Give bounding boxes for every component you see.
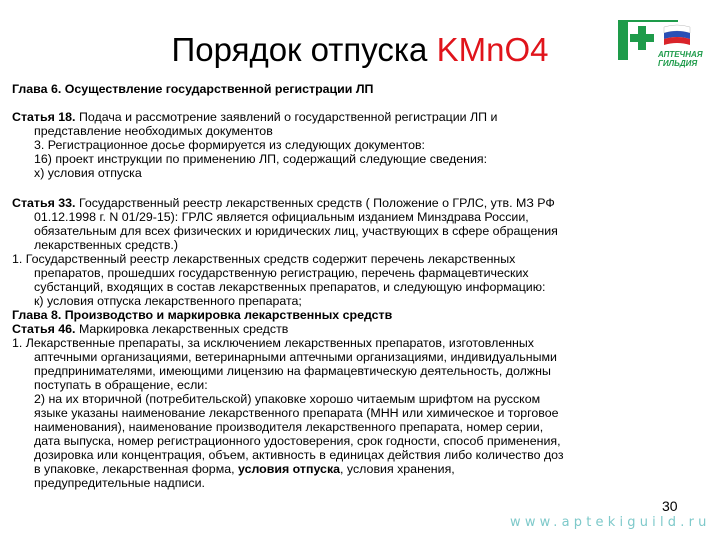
slide-title (0, 30, 720, 70)
item-1-line: поступать в обращение, если: (34, 378, 208, 392)
article-46-label: Статья 46. (12, 322, 76, 336)
item-1-line: в упаковке, лекарственная форма, (34, 462, 238, 476)
article-33-paragraph (12, 196, 712, 252)
website-footer: www.aptekiguild.ru (510, 515, 711, 530)
page-number: 30 (662, 498, 678, 514)
logo-line-1: АПТЕЧНАЯ (658, 50, 703, 59)
item-1-line: дозировка или концентрация, объем, активность в единицах действия либо количество доз (34, 448, 564, 462)
chapter-6-heading: Глава 6. Осуществление государственной регистрации ЛП (12, 82, 374, 96)
article-18-paragraph (12, 110, 712, 180)
article-18-label: Статья 18. (12, 110, 76, 124)
item-1-line: языке указаны наименование лекарственного препарата (МНН или химическое и торговое (34, 406, 559, 420)
article-33-label: Статья 33. (12, 196, 76, 210)
spacer (12, 96, 712, 110)
logo-text (658, 50, 703, 68)
item-1-line: наименования), наименование производителя лекарственного препарата, номер серии, (34, 420, 544, 434)
item-1-line: 1. Лекарственные препараты, за исключением лекарственных препаратов, изготовленных (12, 336, 535, 350)
registry-line: субстанций, входящих в состав лекарственных препаратов, и следующую информацию: (34, 280, 546, 294)
article-18-line: 3. Регистрационное досье формируется из следующих документов: (34, 138, 425, 152)
item-1-paragraph (12, 336, 712, 490)
article-33-line: Государственный реестр лекарственных средств ( Положение о ГРЛС, утв. МЗ РФ (75, 196, 555, 210)
spacer (12, 180, 712, 196)
logo-line-2: ГИЛЬДИЯ (658, 59, 698, 68)
article-46-paragraph (12, 322, 712, 336)
article-18-line: 16) проект инструкции по применению ЛП, содержащий следующие сведения: (34, 152, 488, 166)
registry-line: препаратов, прошедших государственную регистрацию, перечень фармацевтических (34, 266, 529, 280)
title-text: Порядок отпуска (171, 31, 437, 68)
logo-flag-icon (662, 24, 692, 46)
logo-side-bar (618, 20, 628, 60)
registry-line: 1. Государственный реестр лекарственных средств содержит перечень лекарственных (12, 252, 516, 266)
dispensing-conditions-bold: условия отпуска (238, 462, 341, 476)
title-accent: KMnO4 (436, 31, 549, 68)
item-1-line: предупредительные надписи. (34, 476, 205, 490)
article-18-line: представление необходимых документов (34, 124, 273, 138)
document-body (12, 82, 712, 490)
chapter-8-heading: Глава 8. Производство и маркировка лекарственных средств (12, 308, 393, 322)
article-18-line: х) условия отпуска (34, 166, 142, 180)
item-1-line: , условия хранения, (340, 462, 455, 476)
item-1-line: аптечными организациями, ветеринарными аптечными организациями, индивидуальными (34, 350, 557, 364)
registry-paragraph (12, 252, 712, 308)
article-33-line: лекарственных средств.) (34, 238, 178, 252)
item-1-line: предпринимателями, имеющими лицензию на фармацевтическую деятельность, должны (34, 364, 551, 378)
article-33-line: 01.12.1998 г. N 01/29-15): ГРЛС является официальным изданием Минздрава России, (34, 210, 529, 224)
article-33-line: обязательным для всех физических и юридических лиц, участвующих в сфере обращения (34, 224, 558, 238)
registry-line: к) условия отпуска лекарственного препарата; (34, 294, 302, 308)
item-1-line: дата выпуска, номер регистрационного удостоверения, срок годности, способ применения, (34, 434, 561, 448)
logo-cross-icon (630, 26, 654, 50)
aptechnaya-gildiya-logo (618, 14, 706, 74)
article-18-line: Подача и рассмотрение заявлений о государственной регистрации ЛП и (75, 110, 498, 124)
article-46-text: Маркировка лекарственных средств (75, 322, 289, 336)
item-1-line: 2) на их вторичной (потребительской) упаковке хорошо читаемым шрифтом на русском (34, 392, 541, 406)
